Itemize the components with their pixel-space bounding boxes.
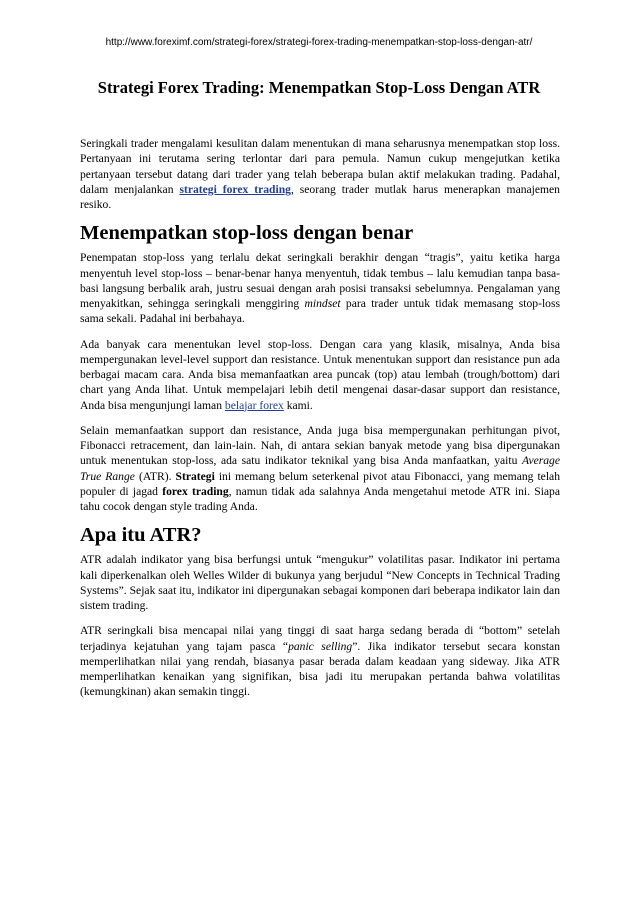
s1p1-text-end: para trader untuk tidak memasang stop-loss sama sekali. Padahal ini berbahaya. — [80, 297, 560, 326]
belajar-forex-link[interactable]: belajar forex — [224, 398, 284, 412]
intro-paragraph — [80, 136, 560, 212]
s1p3-text-b: (ATR). — [134, 469, 176, 483]
s1p3-text-d: , namun tidak ada salahnya Anda mengetahui metode ATR ini. Siapa tahu cocok dengan style trading Anda. — [80, 484, 560, 513]
section2-paragraph-1: ATR adalah indikator yang bisa berfungsi untuk “mengukur” volatilitas pasar. Indikator ini pertama kali diperkenalkan oleh Welles Wilder di bukunya yang berjudul “New Concepts in Technical Trading Systems”. Sejak saat itu, indikator ini dipergunakan sebagai komponen dari beberapa indikator lain dan sistem trading. — [80, 553, 560, 612]
s2p2-text: ATR seringkali bisa mencapai nilai yang tinggi di saat harga sedang berada di “bottom” setelah terjadinya kejatuhan yang tajam pasca “ — [80, 624, 560, 653]
s2p2-text-end: ”. Jika indikator tersebut secara konstan memperlihatkan nilai yang rendah, biasanya pasar berada dalam keadaan yang sideway. Jika ATR memperlihatkan kenaikan yang signifikan, bisa jadi itu merupakan pertanda bahwa volatilitas (kemungkinan) akan semakin tinggi. — [80, 639, 560, 699]
s1p1-text: Penempatan stop-loss yang terlalu dekat seringkali berakhir dengan “tragis”, yaitu ketika harga menyentuh level stop-loss – benar-benar hanya menyentuh, tidak tembus – lalu kemudian tanpa basa-basi langsung berbalik arah, justru sesuai dengan arah posisi transaksi sebelumnya. Pengalaman yang menyakitkan, sehingga seringkali menggiring — [80, 251, 560, 310]
s1p3-text-c: ini memang belum seterkenal pivot atau Fibonacci, yang memang telah populer di jagad — [80, 469, 560, 498]
atr-full-name: Average True Range — [80, 454, 560, 483]
section1-heading: Menempatkan stop-loss dengan benar — [80, 222, 414, 245]
section2-paragraph-2 — [80, 623, 560, 699]
s1p2-text-end: kami. — [283, 398, 313, 412]
section2-heading: Apa itu ATR? — [80, 524, 202, 547]
s1p3-text-a: Selain memanfaatkan support dan resistance, Anda juga bisa mempergunakan perhitungan pivot, Fibonacci retracement, dan lain-lain. Nah, di antara sekian banyak metode yang bisa dipergunakan untuk menentukan stop-loss, ada satu indikator teknikal yang bisa Anda manfaatkan, yaitu — [80, 423, 560, 468]
page-url: http://www.foreximf.com/strategi-forex/strategi-forex-trading-menempatkan-stop-loss-dengan-atr/ — [105, 37, 533, 48]
intro-text: Seringkali trader mengalami kesulitan dalam menentukan di mana seharusnya menempatkan stop loss. Pertanyaan ini terutama sering terlontar dari para pemula. Namun cukup mengejutkan ketika pertanyaan tersebut datang dari trader yang telah beberapa bulan aktif melakukan trading. Padahal, dalam menjalankan — [80, 137, 560, 196]
section1-paragraph-3 — [80, 423, 560, 515]
forex-trading-bold: forex trading — [162, 484, 229, 498]
section1-paragraph-2 — [80, 337, 560, 413]
strategi-forex-trading-link[interactable]: strategi forex trading — [179, 182, 291, 196]
mindset-italic: mindset — [304, 297, 341, 310]
article-body — [80, 136, 560, 710]
section1-paragraph-1 — [80, 250, 560, 326]
page-title: Strategi Forex Trading: Menempatkan Stop-Loss Dengan ATR — [97, 78, 541, 97]
strategi-bold: Strategi — [175, 469, 215, 483]
intro-text-end: , seorang trader mutlak harus menerapkan manajemen resiko. — [80, 182, 560, 211]
panic-selling-italic: panic selling — [288, 639, 353, 653]
s1p2-text: Ada banyak cara menentukan level stop-loss. Dengan cara yang klasik, misalnya, Anda bisa mempergunakan level-level support dan resistance. Untuk menentukan support dan resistance pun ada berbagai macam cara. Anda bisa memanfaatkan area puncak (top) atau lembah (trough/bottom) dari chart yang Anda lihat. Untuk mempelajari lebih detil mengenai dasar-dasar support dan resistance, Anda bisa mengunjungi laman — [80, 337, 560, 412]
